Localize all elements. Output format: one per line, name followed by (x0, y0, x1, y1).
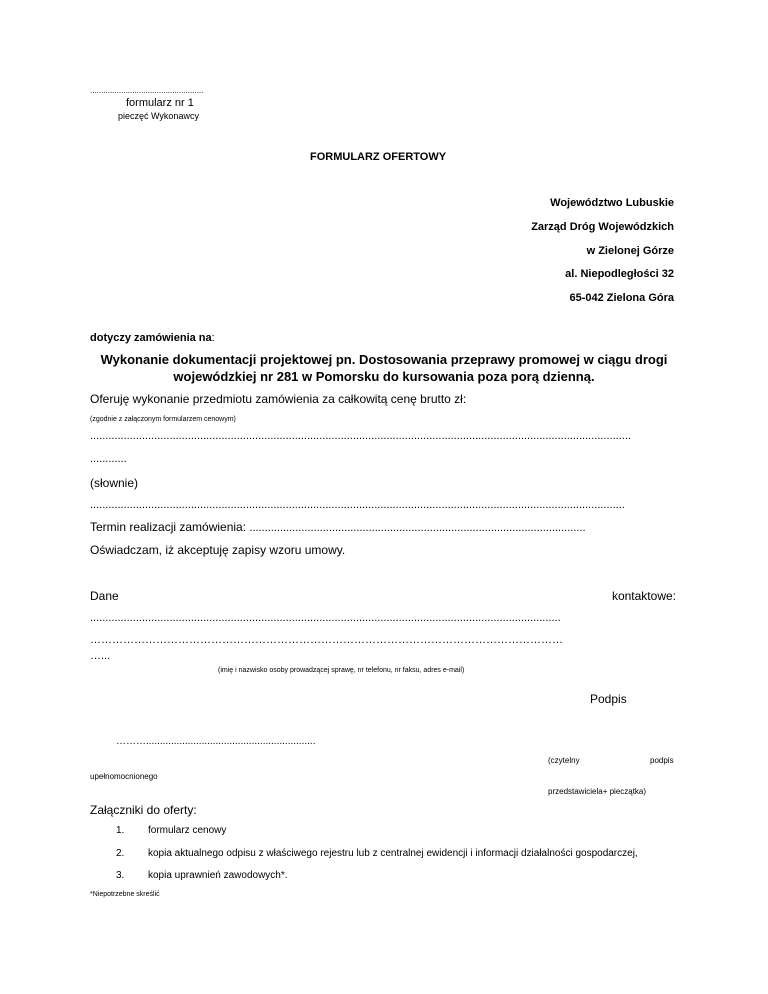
form-number: formularz nr 1 (126, 97, 194, 109)
statement: Oświadczam, iż akceptuję zapisy wzoru umowy. (90, 543, 346, 557)
order-concerns-label: dotyczy zamówienia na (90, 332, 212, 344)
order-subject-line-1: Wykonanie dokumentacji projektowej pn. Dostosowania przeprawy promowej w ciągu drogi (100, 352, 668, 367)
recipient-line-3: w Zielonej Górze (586, 245, 674, 257)
signature-representative: przedstawiciela+ pieczątka) (548, 787, 647, 796)
deadline-dots: .............................................................................................................. (249, 522, 586, 534)
contact-dots-2-continued: …... (90, 650, 111, 662)
stamp-dots: ................................................... (90, 86, 204, 95)
price-dots: ................................................................................................................................................................................. (90, 430, 631, 442)
footnote: *Niepotrzebne skreślić (90, 891, 160, 898)
signature-word: podpis (650, 756, 674, 765)
contact-note: (imię i nazwisko osoby prowadzącej sprawę, nr telefonu, nr faksu, adres e-mail) (218, 667, 465, 674)
attachments-heading: Załączniki do oferty: (90, 803, 197, 817)
contact-label-right: kontaktowe: (611, 589, 676, 603)
signature-label: Podpis (590, 692, 627, 706)
words-dots: ............................................................................................................................................................................... (90, 499, 625, 511)
signature-authorized: upełnomocnionego (90, 772, 158, 781)
recipient-line-4: al. Niepodległości 32 (565, 268, 674, 280)
words-label: (słownie) (90, 476, 139, 490)
contact-dots-1: .......................................................................................................................................................... (90, 612, 561, 624)
offer-text: Oferuję wykonanie przedmiotu zamówienia za całkowitą cenę brutto zł: (90, 392, 467, 406)
attachment-text: kopia aktualnego odpisu z właściwego rejestru lub z centralnej ewidencji i informacji działalności gospodarczej, (148, 848, 638, 859)
offer-note: (zgodnie z załączonym formularzem cenowym) (90, 416, 236, 423)
deadline (90, 520, 586, 534)
attachment-number: 2. (116, 848, 125, 859)
stamp-label: pieczęć Wykonawcy (118, 111, 199, 121)
order-subject-line-2: wojewódzkiej nr 281 w Pomorsku do kursowania poza porą dzienną. (173, 369, 595, 384)
contact-dots-2: ………………………………………………………………………………………………………………… (90, 634, 563, 646)
recipient-line-2: Zarząd Dróg Wojewódzkich (531, 221, 674, 233)
order-concerns-colon: : (211, 332, 215, 344)
recipient-line-5: 65-042 Zielona Góra (569, 292, 674, 304)
order-concerns (90, 332, 215, 344)
signature-dots: ………............................................................. (116, 736, 316, 747)
page-title: FORMULARZ OFERTOWY (310, 151, 447, 163)
attachment-number: 3. (116, 870, 125, 881)
price-dots-continued: ............ (90, 453, 127, 465)
contact-label-left: Dane (90, 589, 119, 603)
signature-legible: (czytelny (548, 756, 580, 765)
deadline-label: Termin realizacji zamówienia: (90, 520, 250, 534)
attachment-text: kopia uprawnień zawodowych*. (148, 870, 288, 881)
attachment-number: 1. (116, 825, 125, 836)
attachment-text: formularz cenowy (148, 825, 227, 836)
recipient-line-1: Województwo Lubuskie (550, 197, 674, 209)
